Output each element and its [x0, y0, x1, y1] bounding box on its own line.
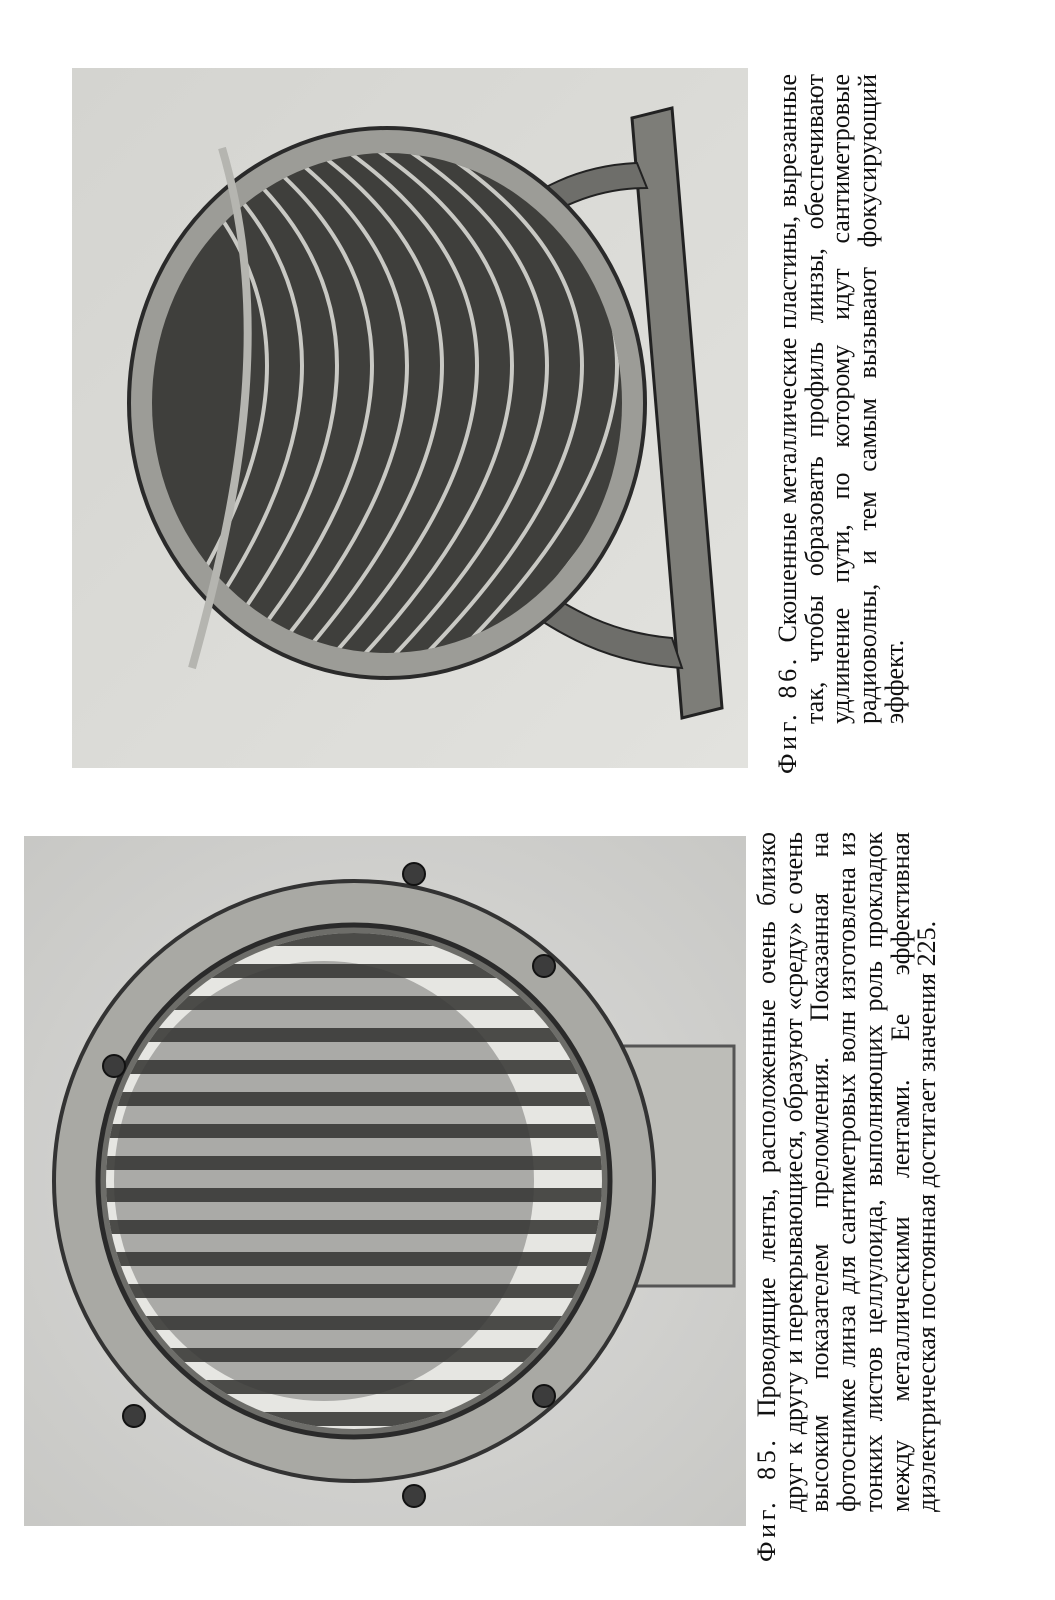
figure-85-caption	[754, 832, 941, 1562]
figure-85-label: Фиг. 85.	[752, 1436, 781, 1562]
figure-85-photo	[24, 836, 746, 1526]
figure-86-label: Фиг. 86.	[773, 655, 802, 774]
figure-86-caption	[775, 74, 909, 774]
figure-85-caption-text: Проводящие ленты, расположенные очень близко друг к другу и перекрывающиеся, образуют «среду» с очень высоким показателем преломления. Показанная на фотоснимке линза для сантиметровых волн изготовлена из тонких листов целлулоида, выполняющих роль прокладок между металлическими лентами. Ее эффективная диэлектрическая постоянная достигает значения 225.	[752, 832, 942, 1512]
figure-86-photo	[72, 68, 748, 768]
figure-86-caption-text: Скошенные металлические пластины, вырезанные так, чтобы образовать профиль линзы, обеспечивают удлинение пути, по которому идут сантиметровые радиоволны, и тем самым вызывают фокусирующий эффект.	[773, 73, 909, 724]
